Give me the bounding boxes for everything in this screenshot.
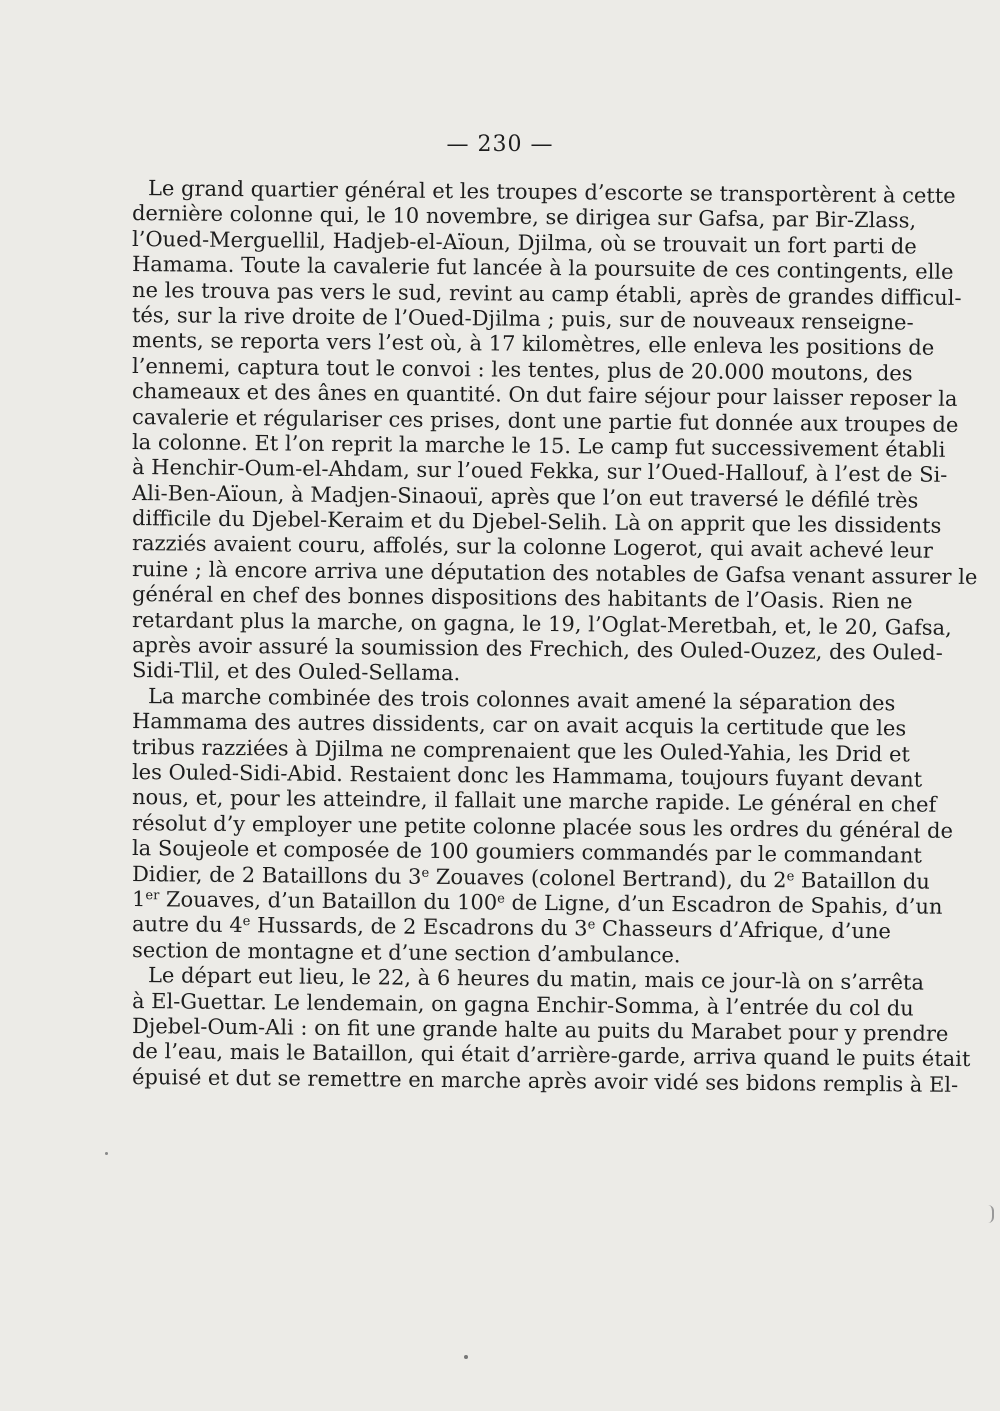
text-line: razziés avaient couru, affolés, sur la colonne Logerot, qui avait achevé leur bbox=[131, 531, 934, 564]
text-line: Didier, de 2 Bataillons du 3e Zouaves (colonel Bertrand), du 2e Bataillon du bbox=[131, 861, 930, 894]
margin-speck bbox=[105, 1152, 108, 1155]
text-line: ments, se reporta vers l’est où, à 17 kilomètres, elle enleva les positions de bbox=[131, 328, 935, 361]
text-line: Hamama. Toute la cavalerie fut lancée à la poursuite de ces contingents, elle bbox=[131, 252, 954, 285]
text-line: autre du 4e Hussards, de 2 Escadrons du 3e Chasseurs d’Afrique, d’une bbox=[131, 912, 891, 944]
text-line: dernière colonne qui, le 10 novembre, se dirigea sur Gafsa, par Bir-Zlass, bbox=[131, 201, 917, 233]
text-line: général en chef des bonnes dispositions des habitants de l’Oasis. Rien ne bbox=[131, 582, 913, 614]
text-line: Le départ eut lieu, le 22, à 6 heures du matin, mais ce jour-là on s’arrêta bbox=[147, 963, 925, 995]
text-line: La marche combinée des trois colonnes avait amené la séparation des bbox=[147, 683, 896, 716]
page-number: — 230 — bbox=[446, 132, 554, 157]
text-line: chameaux et des ânes en quantité. On dut faire séjour pour laisser reposer la bbox=[131, 379, 958, 412]
text-line: 1er Zouaves, d’un Bataillon du 100e de Ligne, d’un Escadron de Spahis, d’un bbox=[131, 886, 943, 919]
page-speck bbox=[464, 1355, 468, 1359]
text-line: à Henchir-Oum-el-Ahdam, sur l’oued Fekka, sur l’Oued-Hallouf, à l’est de Si- bbox=[131, 455, 948, 488]
text-line: nous, et, pour les atteindre, il fallait une marche rapide. Le général en chef bbox=[131, 785, 937, 818]
text-line: difficile du Djebel-Keraim et du Djebel-Selih. Là on apprit que les dissidents bbox=[131, 506, 942, 538]
text-line: épuisé et dut se remettre en marche après avoir vidé ses bidons remplis à El- bbox=[131, 1064, 959, 1097]
text-line: Le grand quartier général et les troupes d’escorte se transportèrent à cette bbox=[147, 176, 956, 208]
text-line: l’Oued-Merguellil, Hadjeb-el-Aïoun, Djilma, où se trouvait un fort parti de bbox=[131, 226, 917, 259]
text-line: ruine ; là encore arriva une députation des notables de Gafsa venant assurer le bbox=[131, 556, 978, 589]
paragraph-end-line: Sidi-Tlil, et des Ouled-Sellama. bbox=[131, 658, 461, 686]
text-line: les Ouled-Sidi-Abid. Restaient donc les Hammama, toujours fuyant devant bbox=[131, 759, 923, 792]
text-line: de l’eau, mais le Bataillon, qui était d’arrière-garde, arriva quand le puits était bbox=[131, 1039, 971, 1072]
text-line: Hammama des autres dissidents, car on avait acquis la certitude que les bbox=[131, 709, 907, 741]
text-line: résolut d’y employer une petite colonne placée sous les ordres du général de bbox=[131, 810, 954, 843]
page-edge-mark bbox=[988, 1205, 994, 1223]
text-line: cavalerie et régulariser ces prises, dont une partie fut donnée aux troupes de bbox=[131, 404, 959, 437]
text-line: après avoir assuré la soumission des Frechich, des Ouled-Ouzez, des Ouled- bbox=[131, 633, 943, 665]
text-line: ne les trouva pas vers le sud, revint au camp établi, après de grandes difficul- bbox=[131, 277, 962, 310]
text-line: l’ennemi, captura tout le convoi : les tentes, plus de 20.000 moutons, des bbox=[131, 353, 913, 386]
text-line: Djebel-Oum-Ali : on fit une grande halte au puits du Marabet pour y prendre bbox=[131, 1013, 949, 1046]
text-line: retardant plus la marche, on gagna, le 19, l’Oglat-Meretbah, et, le 20, Gafsa, bbox=[131, 607, 952, 640]
text-line: à El-Guettar. Le lendemain, on gagna Enchir-Somma, à l’entrée du col du bbox=[131, 988, 914, 1021]
text-line: tribus razziées à Djilma ne comprenaient que les Ouled-Yahia, les Drid et bbox=[131, 734, 911, 767]
body-text bbox=[131, 176, 978, 1097]
paragraph-end-line: section de montagne et d’une section d’ambulance. bbox=[131, 937, 681, 967]
text-line: la colonne. Et l’on reprit la marche le 15. Le camp fut successivement établi bbox=[131, 429, 946, 462]
text-line: tés, sur la rive droite de l’Oued-Djilma ; puis, sur de nouveaux renseigne- bbox=[131, 302, 914, 335]
text-line: Ali-Ben-Aïoun, à Madjen-Sinaouï, après que l’on eut traversé le défilé très bbox=[131, 480, 919, 513]
text-line: la Soujeole et composée de 100 goumiers commandés par le commandant bbox=[131, 836, 922, 868]
